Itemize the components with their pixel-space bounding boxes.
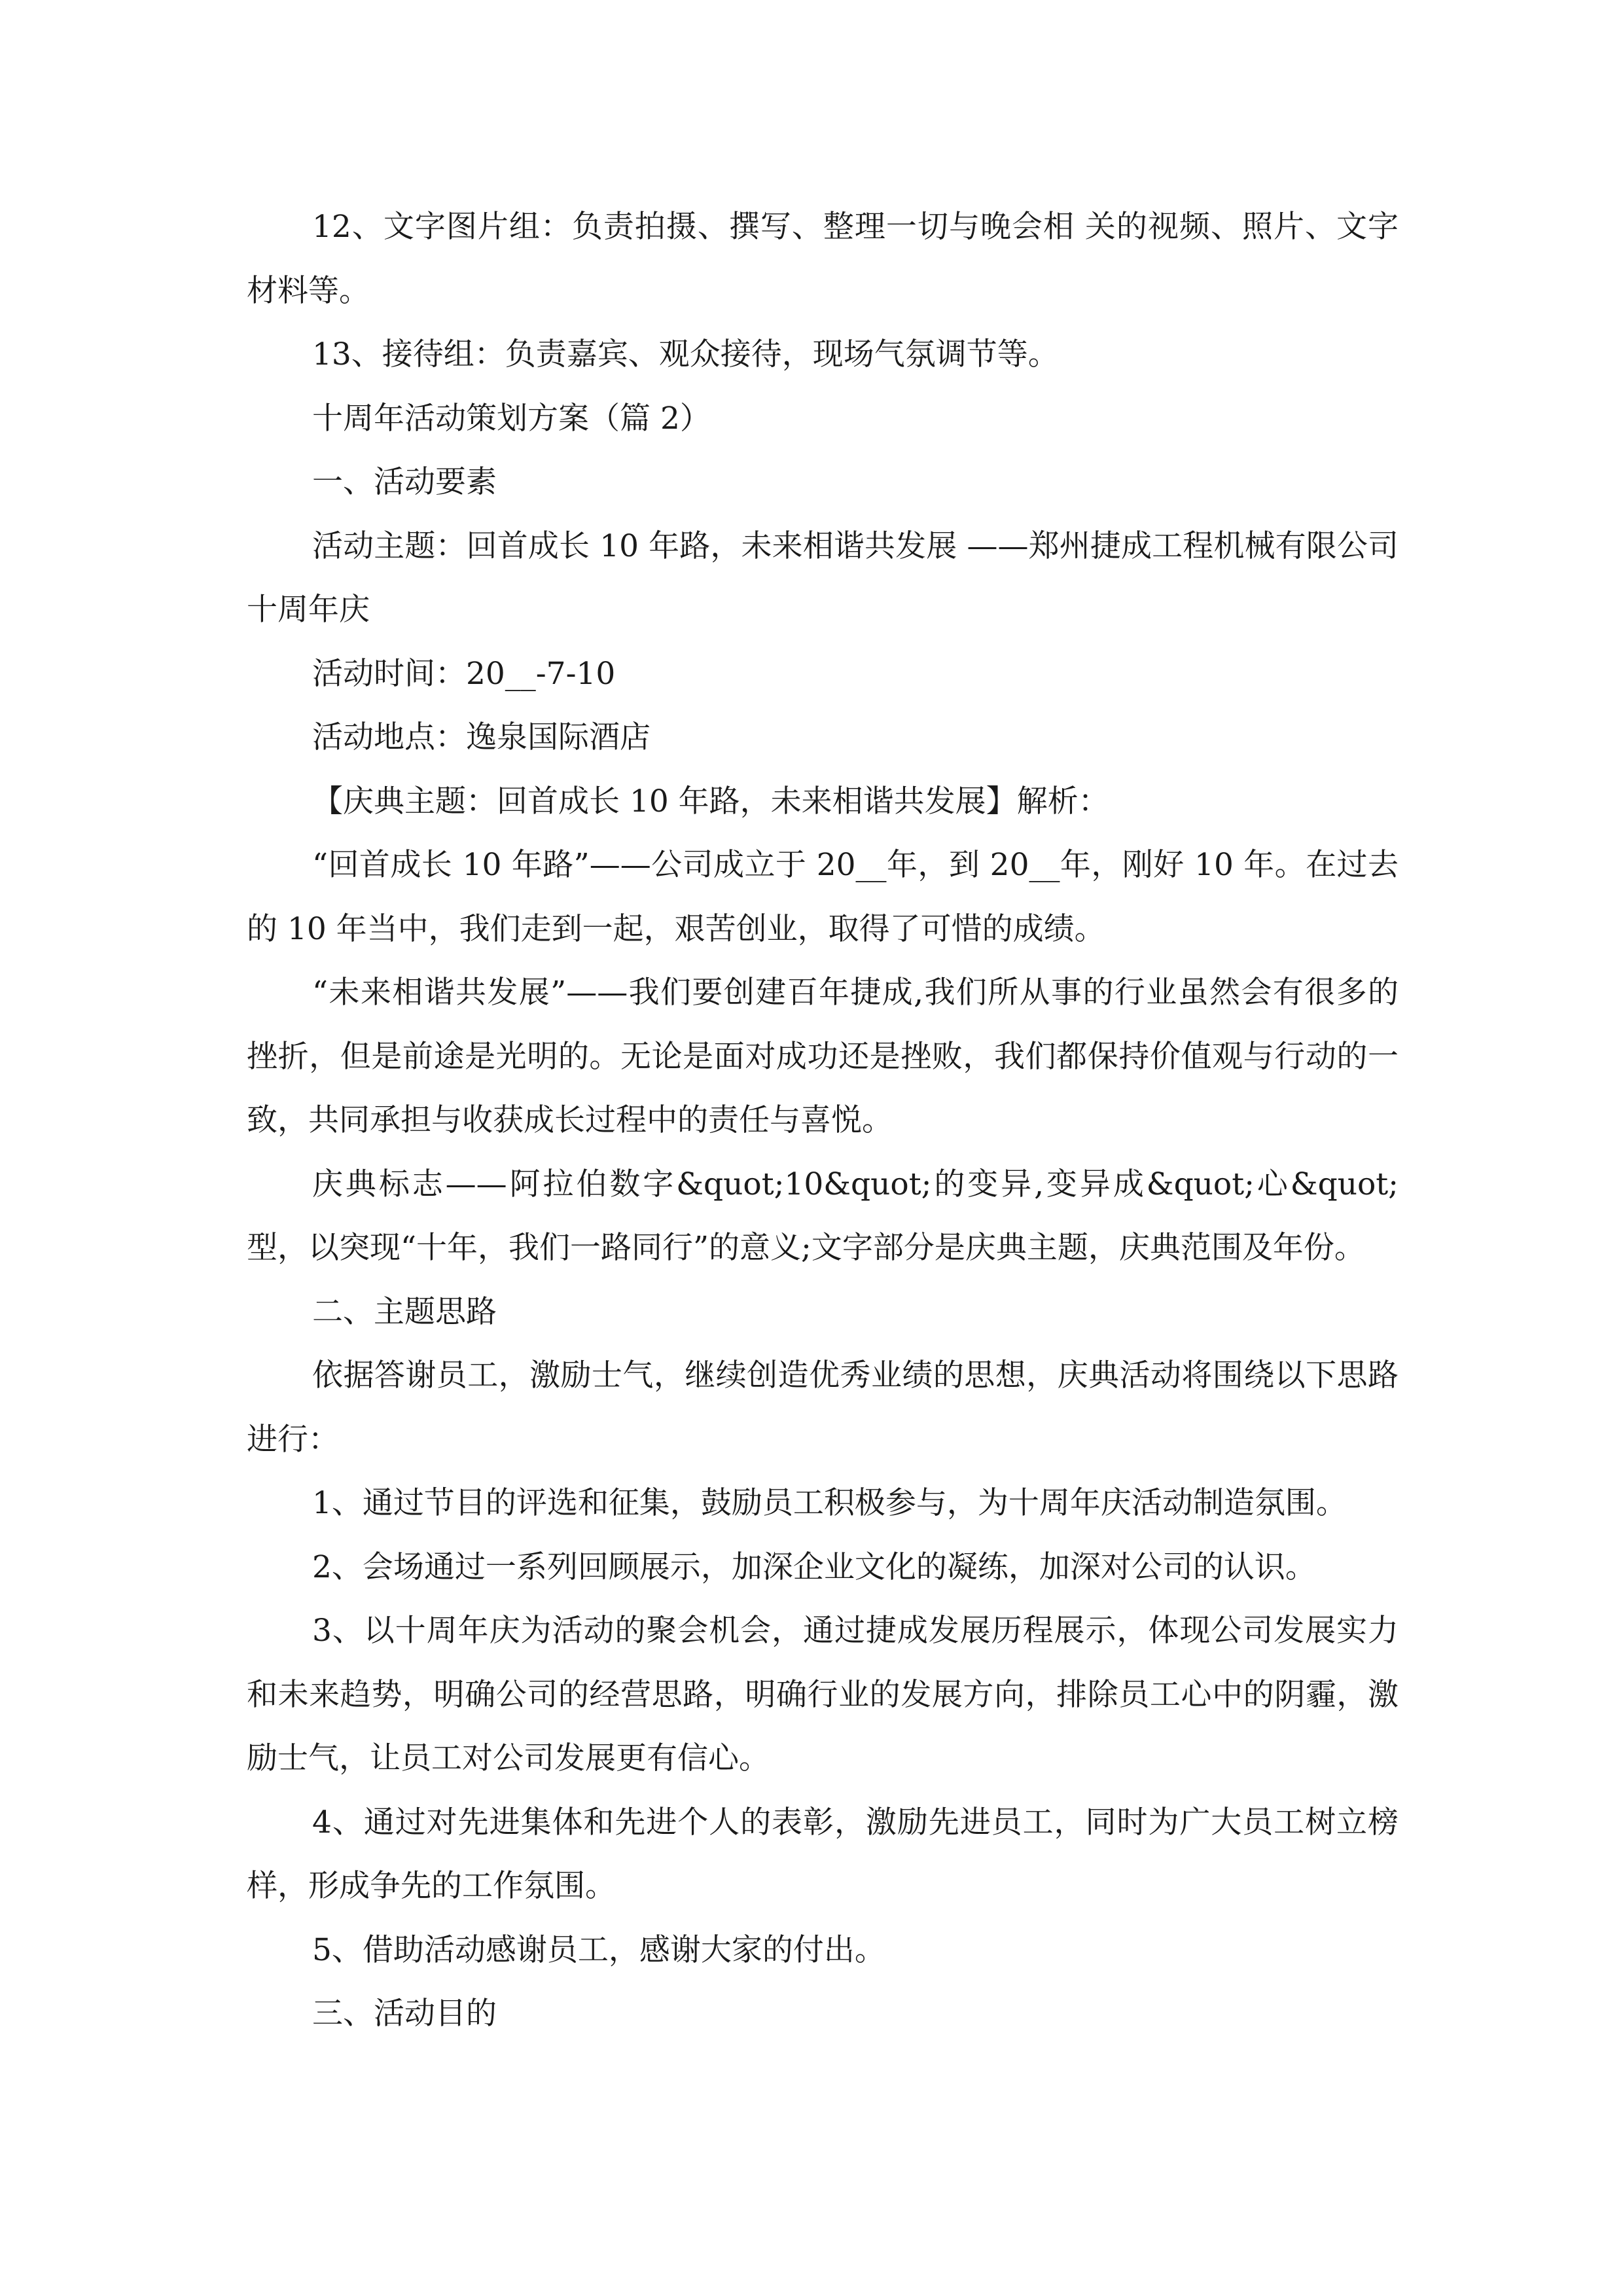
- list-item-idea-1: 1、通过节目的评选和征集，鼓励员工积极参与，为十周年庆活动制造氛围。: [312, 1485, 1347, 1521]
- list-item-idea-4: 4、通过对先进集体和先进个人的表彰，激励先进员工，同时为广大员工树立榜样，形成争先的工作氛围。: [247, 1804, 1399, 1904]
- paragraph-text-photo-group: 12、文字图片组：负责拍摄、撰写、整理一切与晚会相 关的视频、照片、文字材料等。: [247, 209, 1399, 309]
- paragraph-reception-group: 13、接待组：负责嘉宾、观众接待，现场气氛调节等。: [312, 336, 1059, 372]
- paragraph-activity-time: 活动时间：20__-7-10: [312, 655, 616, 692]
- paragraph-activity-theme: 活动主题：回首成长 10 年路，未来相谐共发展 ——郑州捷成工程机械有限公司十周年庆: [247, 528, 1399, 628]
- heading-activity-elements: 一、活动要素: [312, 464, 497, 500]
- list-item-idea-3: 3、以十周年庆为活动的聚会机会，通过捷成发展历程展示，体现公司发展实力和未来趋势，明确公司的经营思路，明确行业的发展方向，排除员工心中的阴霾，激励士气，让员工对公司发展更有信心。: [247, 1613, 1399, 1776]
- heading-activity-purpose: 三、活动目的: [312, 1996, 497, 2032]
- paragraph-theme-analysis-title: 【庆典主题：回首成长 10 年路，未来相谐共发展】解析：: [312, 783, 1109, 819]
- list-item-idea-5: 5、借助活动感谢员工，感谢大家的付出。: [312, 1931, 885, 1968]
- paragraph-theme-analysis-part1: “回首成长 10 年路”——公司成立于 20__年，到 20__年，刚好 10 年。在过去的 10 年当中，我们走到一起，艰苦创业，取得了可惜的成绩。: [247, 847, 1399, 947]
- paragraph-theme-analysis-part2: “未来相谐共发展”——我们要创建百年捷成,我们所从事的行业虽然会有很多的挫折，但是前途是光明的。无论是面对成功还是挫败，我们都保持价值观与行动的一致，共同承担与收获成长过程中的责任与喜悦。: [247, 975, 1399, 1138]
- list-item-idea-2: 2、会场通过一系列回顾展示，加深企业文化的凝练，加深对公司的认识。: [312, 1549, 1316, 1585]
- paragraph-ideas-intro: 依据答谢员工，激励士气，继续创造优秀业绩的思想，庆典活动将围绕以下思路进行：: [247, 1357, 1399, 1458]
- paragraph-activity-location: 活动地点：逸泉国际酒店: [312, 719, 651, 755]
- section-heading-plan-2: 十周年活动策划方案（篇 2）: [312, 400, 711, 437]
- document-body: [247, 195, 1399, 2046]
- heading-theme-ideas: 二、主题思路: [312, 1293, 497, 1330]
- paragraph-celebration-logo: 庆典标志——阿拉伯数字&quot;10&quot;的变异,变异成&quot;心&quot;型，以突现“十年，我们一路同行”的意义;文字部分是庆典主题，庆典范围及年份。: [247, 1166, 1399, 1266]
